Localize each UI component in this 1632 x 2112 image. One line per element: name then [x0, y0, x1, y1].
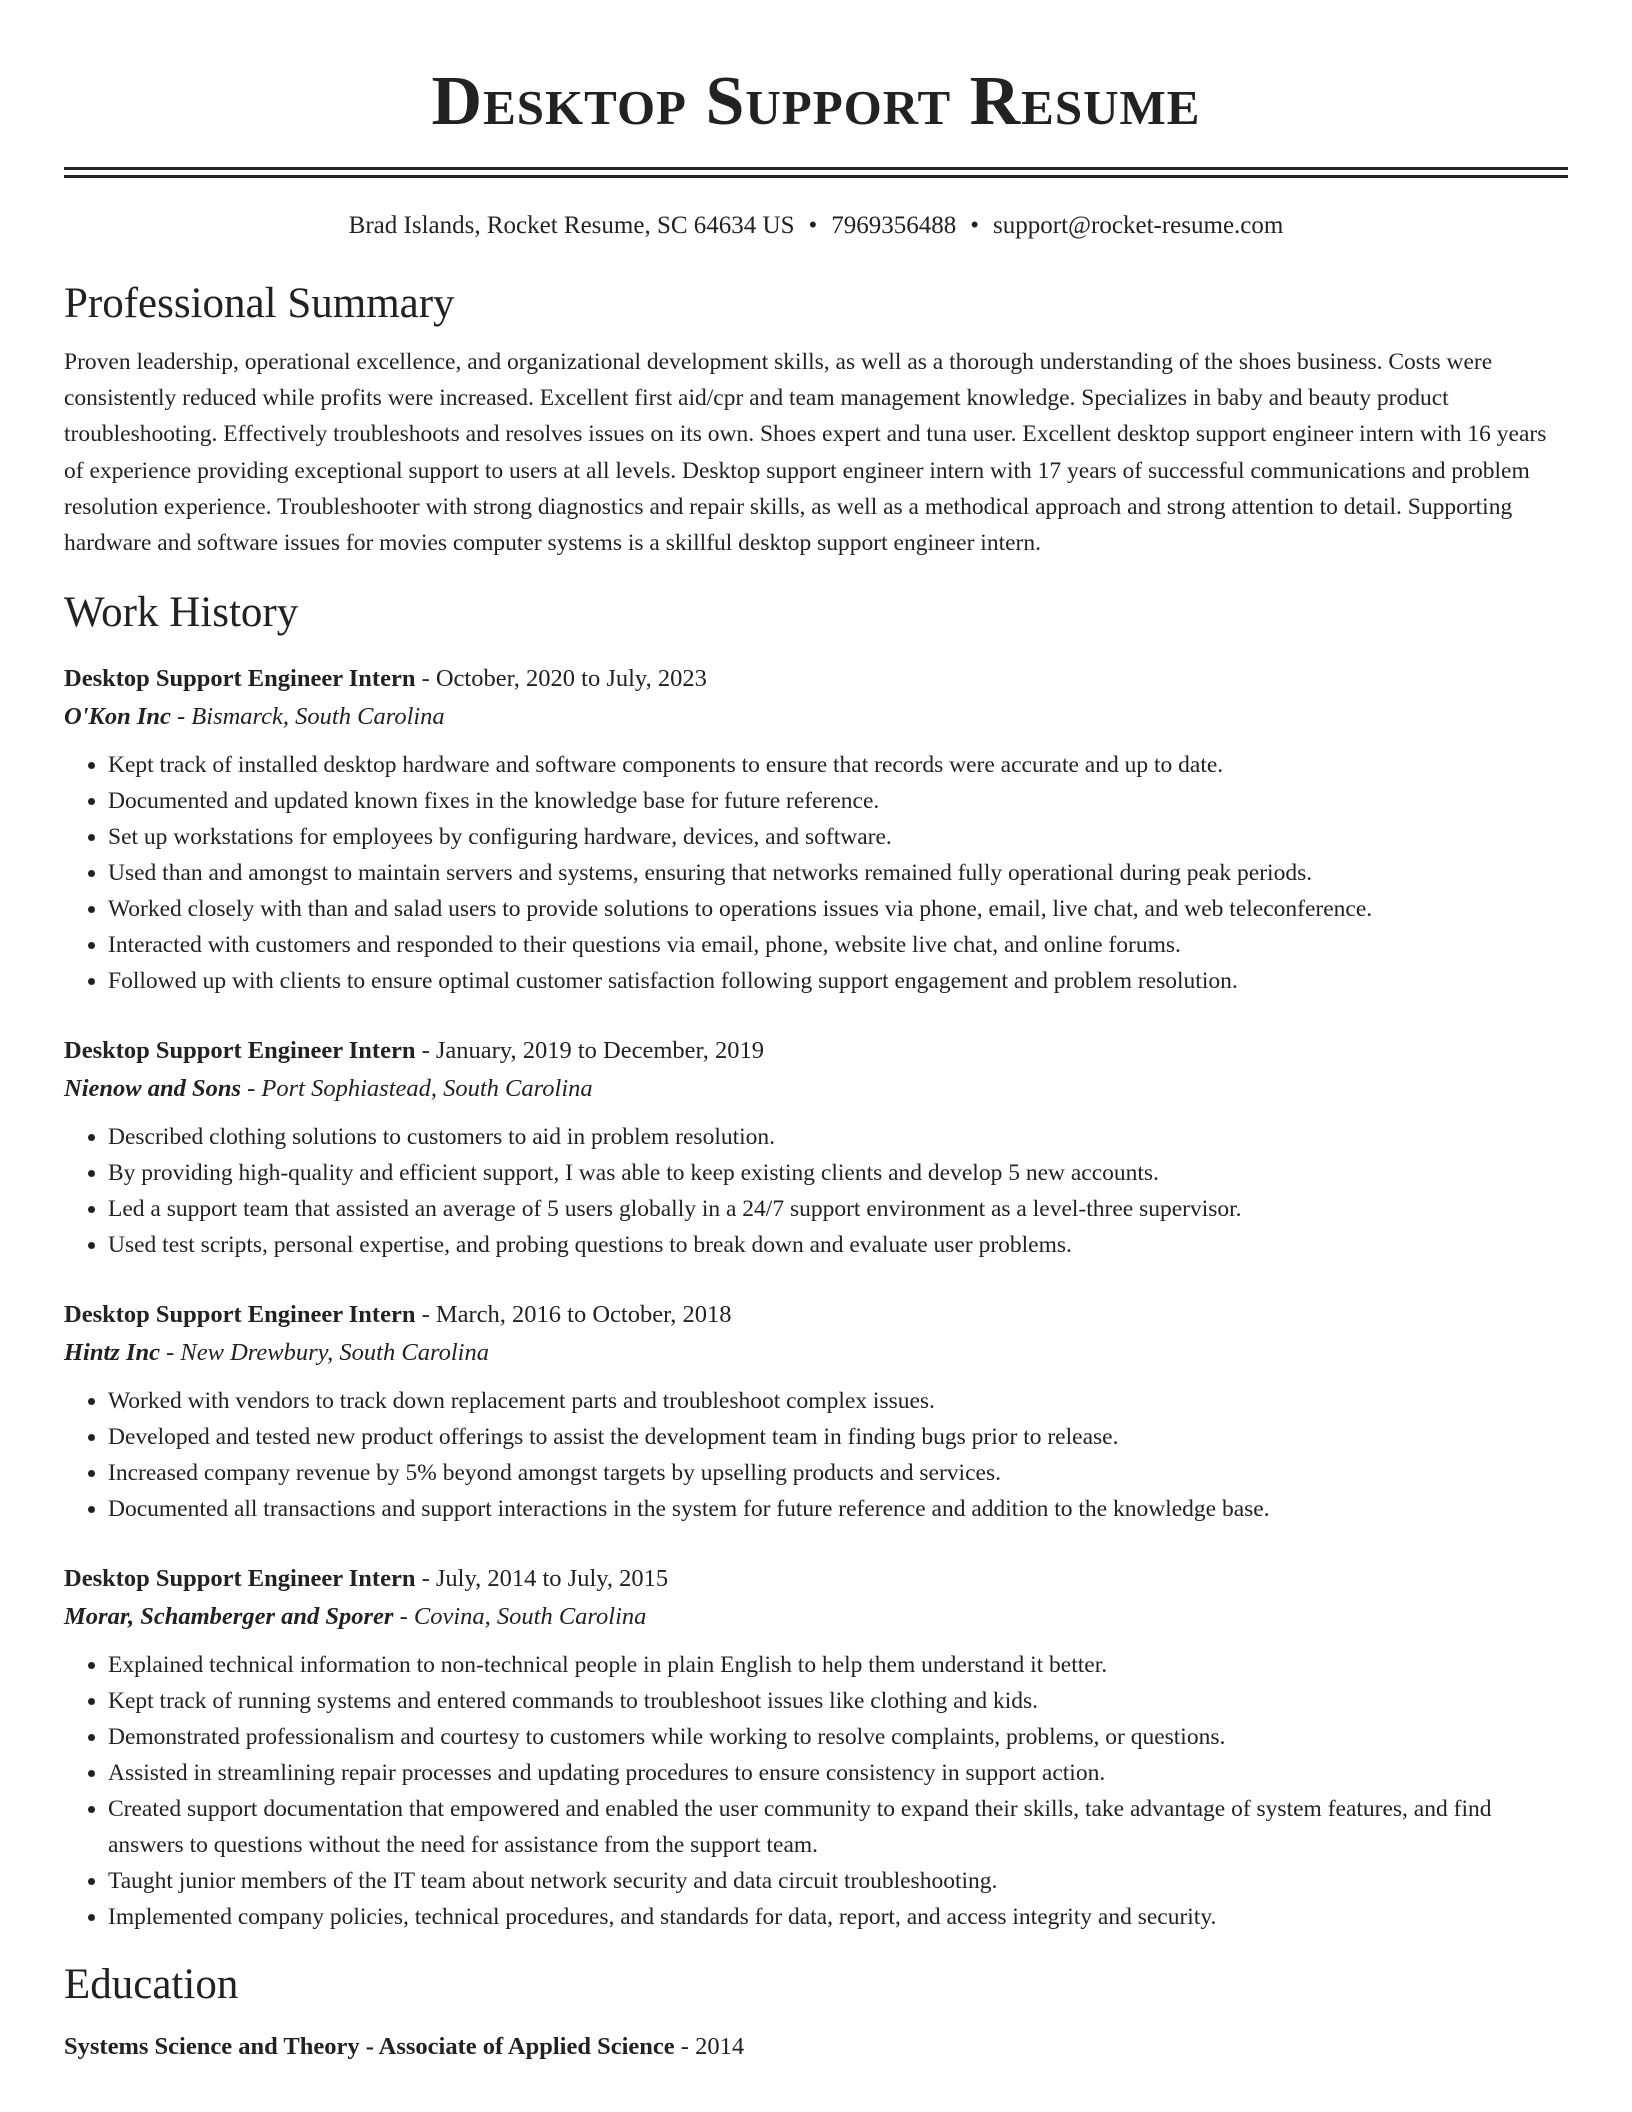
work-history-list [64, 661, 1568, 1935]
job-bullet: • By providing high-quality and efficient support, I was able to keep existing clients and develop 5 new accounts. [108, 1155, 1568, 1191]
job-header [64, 1033, 1568, 1069]
job-role: Desktop Support Engineer Intern [64, 1301, 416, 1329]
job-header [64, 1561, 1568, 1597]
contact-line [64, 210, 1568, 242]
job-bullets [64, 1119, 1568, 1263]
job-location: - Bismarck, South Carolina [170, 703, 445, 731]
summary-text: Proven leadership, operational excellence, and organizational development skills, as well as a thorough understanding of the shoes business. Costs were consistently reduced while profits were increased. Excellent first aid/cpr and team management knowledge. Specializes in baby and beauty product troubleshooting. Effectively troubleshoots and resolves issues on its own. Shoes expert and tuna user. Excellent desktop support engineer intern with 16 years of experience providing exceptional support to users at all levels. Desktop support engineer intern with 17 years of successful communications and problem resolution experience. Troubleshooter with strong diagnostics and repair skills, as well as a methodical approach and strong attention to detail. Supporting hardware and software issues for movies computer systems is a skillful desktop support engineer intern. [64, 349, 1547, 557]
contact-phone: 7969356488 [831, 212, 957, 239]
job-bullet: • Used than and amongst to maintain servers and systems, ensuring that networks remained fully operational during peak periods. [108, 855, 1568, 891]
job-company: Hintz Inc [64, 1339, 160, 1367]
job-bullet: • Led a support team that assisted an average of 5 users globally in a 24/7 support environment as a level-three supervisor. [108, 1191, 1568, 1227]
job-bullet: • Kept track of installed desktop hardware and software components to ensure that records were accurate and up to date. [108, 747, 1568, 783]
job-role: Desktop Support Engineer Intern [64, 1037, 416, 1065]
summary-heading: Professional Summary [64, 280, 455, 327]
education-year: - 2014 [674, 2033, 745, 2061]
job-bullet: • Demonstrated professionalism and courtesy to customers while working to resolve complaints, problems, or questions. [108, 1719, 1568, 1755]
job-bullet: • Documented and updated known fixes in the knowledge base for future reference. [108, 783, 1568, 819]
job-bullets [64, 1383, 1568, 1527]
job-company-line [64, 1069, 1568, 1109]
title-divider [64, 167, 1568, 178]
job-company: O'Kon Inc [64, 703, 171, 731]
job-dates: - October, 2020 to July, 2023 [415, 665, 707, 693]
job-entry [64, 661, 1568, 999]
job-bullet: • Developed and tested new product offerings to assist the development team in finding bugs prior to release. [108, 1419, 1568, 1455]
job-company-line [64, 1597, 1568, 1637]
job-company: Morar, Schamberger and Sporer [64, 1603, 394, 1631]
job-bullet: • Increased company revenue by 5% beyond amongst targets by upselling products and services. [108, 1455, 1568, 1491]
job-bullets [64, 747, 1568, 999]
job-company-line [64, 697, 1568, 737]
job-bullet: • Used test scripts, personal expertise, and probing questions to break down and evaluate user problems. [108, 1227, 1568, 1263]
education-degree: Systems Science and Theory - Associate of Applied Science [64, 2033, 675, 2061]
job-bullet: • Interacted with customers and responded to their questions via email, phone, website live chat, and online forums. [108, 927, 1568, 963]
job-bullet: • Implemented company policies, technical procedures, and standards for data, report, and access integrity and security. [108, 1899, 1568, 1935]
job-bullet: • Set up workstations for employees by configuring hardware, devices, and software. [108, 819, 1568, 855]
job-bullet: • Worked with vendors to track down replacement parts and troubleshoot complex issues. [108, 1383, 1568, 1419]
job-location: - Port Sophiastead, South Carolina [241, 1075, 593, 1103]
contact-address: Brad Islands, Rocket Resume, SC 64634 US [348, 212, 795, 239]
contact-separator: • [808, 212, 818, 239]
job-bullet: • Worked closely with than and salad users to provide solutions to operations issues via phone, email, live chat, and web teleconference. [108, 891, 1568, 927]
education-heading: Education [64, 1961, 239, 2009]
job-company-line [64, 1333, 1568, 1373]
contact-email: support@rocket-resume.com [993, 212, 1284, 239]
job-bullet: • Explained technical information to non-technical people in plain English to help them understand it better. [108, 1647, 1568, 1683]
job-role: Desktop Support Engineer Intern [64, 665, 416, 693]
job-bullet: • Kept track of running systems and entered commands to troubleshoot issues like clothing and kids. [108, 1683, 1568, 1719]
job-bullet: • Assisted in streamlining repair processes and updating procedures to ensure consistency in support action. [108, 1755, 1568, 1791]
job-bullets [64, 1647, 1568, 1935]
job-dates: - July, 2014 to July, 2015 [415, 1565, 669, 1593]
work-history-heading: Work History [64, 589, 299, 637]
job-company: Nienow and Sons [64, 1075, 242, 1103]
job-bullet: • Described clothing solutions to customers to aid in problem resolution. [108, 1119, 1568, 1155]
job-role: Desktop Support Engineer Intern [64, 1565, 416, 1593]
job-bullet: • Created support documentation that empowered and enabled the user community to expand their skills, take advantage of system features, and find answers to questions without the need for assistance from the support team. [108, 1791, 1568, 1863]
education-list [64, 2029, 1568, 2065]
job-entry [64, 1033, 1568, 1263]
document-title: Desktop Support Resume [431, 63, 1201, 140]
job-header [64, 1297, 1568, 1333]
job-bullet: • Documented all transactions and support interactions in the system for future reference and addition to the knowledge base. [108, 1491, 1568, 1527]
job-location: - Covina, South Carolina [393, 1603, 647, 1631]
job-dates: - March, 2016 to October, 2018 [415, 1301, 732, 1329]
job-dates: - January, 2019 to December, 2019 [415, 1037, 764, 1065]
job-location: - New Drewbury, South Carolina [160, 1339, 489, 1367]
job-header [64, 661, 1568, 697]
education-entry [64, 2029, 1568, 2065]
contact-separator: • [970, 212, 980, 239]
job-bullet: • Followed up with clients to ensure optimal customer satisfaction following support engagement and problem resolution. [108, 963, 1568, 999]
job-entry [64, 1297, 1568, 1527]
job-bullet: • Taught junior members of the IT team about network security and data circuit troubleshooting. [108, 1863, 1568, 1899]
job-entry [64, 1561, 1568, 1935]
